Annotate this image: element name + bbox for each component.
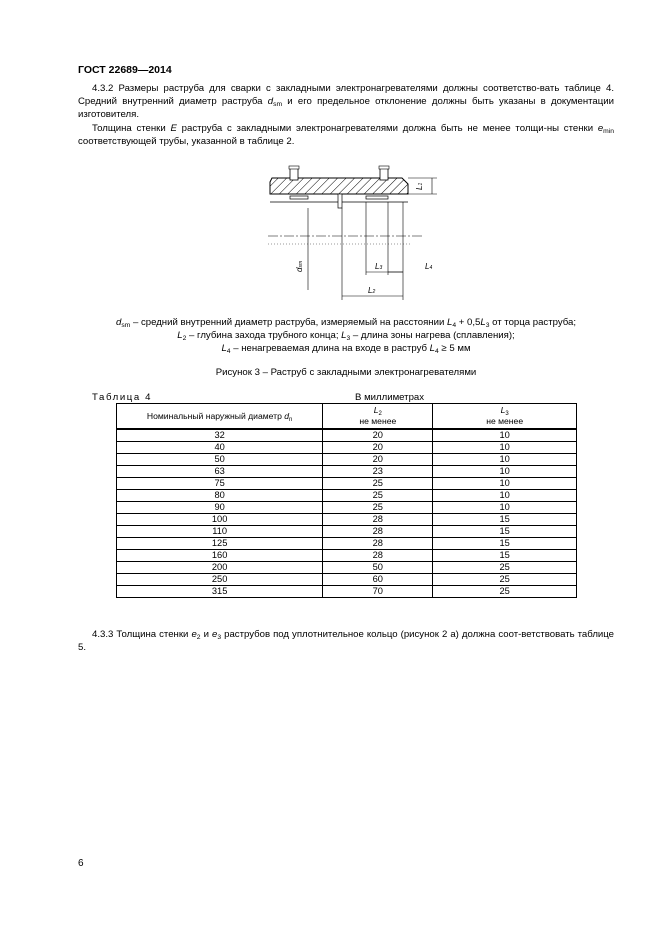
legend-3-text-a: – ненагреваемая длина на входе в раструб <box>230 343 430 354</box>
cell-L2: 28 <box>323 550 433 562</box>
wall-symbol-2: e <box>597 123 604 134</box>
legend-2-L2-sub: 2 <box>182 335 187 342</box>
legend-1-L3: L <box>480 317 486 328</box>
p433-text-mid: и <box>200 629 212 640</box>
cell-diameter: 80 <box>117 490 323 502</box>
paragraph-4-3-2 <box>78 82 614 121</box>
cell-L3: 10 <box>433 442 577 454</box>
table-row <box>117 502 577 514</box>
cell-L2: 25 <box>323 478 433 490</box>
legend-2-L2: L <box>177 330 183 341</box>
table-row <box>117 538 577 550</box>
header-L3: $L_3$ не менее <box>433 404 577 430</box>
cell-L2: 20 <box>323 442 433 454</box>
p433-e3-sub: 3 <box>217 634 222 641</box>
inner-bore <box>268 194 422 244</box>
table-row <box>117 514 577 526</box>
cell-diameter: 63 <box>117 466 323 478</box>
table-row <box>117 526 577 538</box>
label-L1: L1 <box>415 182 424 190</box>
wall-symbol: E <box>170 123 177 134</box>
table-units: В миллиметрах <box>355 392 425 403</box>
cell-diameter: 90 <box>117 502 323 514</box>
cell-L2: 50 <box>323 562 433 574</box>
cell-L2: 25 <box>323 490 433 502</box>
figure-caption: Рисунок 3 – Раструб с закладными электронагревателями <box>215 367 477 378</box>
table-row <box>117 466 577 478</box>
table-row <box>117 490 577 502</box>
legend-1-text-b: + 0,5 <box>456 317 481 328</box>
label-L3: L3 <box>375 262 383 271</box>
cell-diameter: 100 <box>117 514 323 526</box>
legend-3-L4-sub: 4 <box>226 348 231 355</box>
cell-L2: 20 <box>323 429 433 442</box>
table-row <box>117 442 577 454</box>
label-L2: L2 <box>368 286 376 295</box>
cell-L2: 25 <box>323 502 433 514</box>
legend-dsm: d <box>115 317 122 328</box>
cell-diameter: 110 <box>117 526 323 538</box>
cell-L3: 25 <box>433 574 577 586</box>
legend-3-L4b-sub: 4 <box>435 348 439 355</box>
cell-L3: 10 <box>433 466 577 478</box>
figure-legend <box>78 316 614 355</box>
cell-L3: 10 <box>433 454 577 466</box>
p432-symbol-sub: sm <box>273 101 283 108</box>
p433-e2: e <box>191 629 197 640</box>
table-row <box>117 574 577 586</box>
cell-diameter: 125 <box>117 538 323 550</box>
label-L4: L4 <box>425 262 433 271</box>
cell-L3: 15 <box>433 538 577 550</box>
p433-e3: e <box>212 629 218 640</box>
cell-L3: 15 <box>433 526 577 538</box>
header-L2: $L_2$ не менее <box>323 404 433 430</box>
standard-header: ГОСТ 22689—2014 <box>78 64 172 76</box>
table-body <box>117 429 577 598</box>
cell-diameter: 75 <box>117 478 323 490</box>
wall-symbol-2-sub: min <box>603 128 614 135</box>
legend-1-text-a: – средний внутренний диаметр раструба, измеряемый на расстоянии <box>130 317 447 328</box>
cell-L3: 10 <box>433 478 577 490</box>
legend-line-2 <box>78 329 614 342</box>
legend-3-text-b: ≥ 5 мм <box>438 343 471 354</box>
table-row <box>117 550 577 562</box>
page-number: 6 <box>78 858 84 869</box>
p433-text-b: раструбов под уплотнительное кольцо (рисунок 2 а) должна соот-ветствовать таблице 5. <box>78 629 615 653</box>
p432-symbol: d <box>267 96 274 107</box>
wall-text-b: раструба с закладными электронагревателями должна быть не менее толщи-ны стенки <box>176 123 598 134</box>
cell-diameter: 40 <box>117 442 323 454</box>
label-dsm: dsm <box>295 260 304 272</box>
legend-dsm-sub: sm <box>121 322 131 329</box>
p433-text-a: 4.3.3 Толщина стенки <box>92 629 192 640</box>
legend-2-text-b: – длина зоны нагрева (сплавления); <box>350 330 515 341</box>
paragraph-4-3-3 <box>78 628 614 654</box>
table-row <box>117 586 577 598</box>
table-header-row <box>117 404 577 430</box>
legend-line-1 <box>78 316 614 329</box>
legend-2-L3: L <box>341 330 347 341</box>
table-label: Таблица 4 <box>92 392 153 403</box>
wall-text-a: Толщина стенки <box>92 123 171 134</box>
table-row <box>117 429 577 442</box>
cell-L2: 28 <box>323 514 433 526</box>
cell-L3: 15 <box>433 550 577 562</box>
cell-diameter: 315 <box>117 586 323 598</box>
p433-e2-sub: 2 <box>196 634 201 641</box>
legend-1-L4-sub: 4 <box>452 322 457 329</box>
cell-L3: 10 <box>433 502 577 514</box>
legend-line-3 <box>78 342 614 355</box>
cell-L2: 60 <box>323 574 433 586</box>
cell-diameter: 50 <box>117 454 323 466</box>
cell-diameter: 200 <box>117 562 323 574</box>
cell-L3: 15 <box>433 514 577 526</box>
cell-diameter: 32 <box>117 429 323 442</box>
p432-text-b: и его предельное отклонение должны быть указаны в документации изготовителя. <box>78 96 614 120</box>
socket-drawing <box>262 160 442 308</box>
table-row <box>117 562 577 574</box>
dimensions-table <box>116 403 577 598</box>
legend-1-L3-sub: 3 <box>485 322 490 329</box>
cell-diameter: 160 <box>117 550 323 562</box>
paragraph-wall-thickness <box>78 122 614 148</box>
legend-3-L4: L <box>221 343 227 354</box>
table-row <box>117 454 577 466</box>
wall-text-c: соответствующей трубы, указанной в таблице 2. <box>78 136 295 147</box>
table-row <box>117 478 577 490</box>
dimension-labels <box>295 183 432 295</box>
cell-L2: 28 <box>323 526 433 538</box>
cell-L3: 25 <box>433 586 577 598</box>
cell-L3: 10 <box>433 490 577 502</box>
cell-L2: 23 <box>323 466 433 478</box>
legend-2-text-a: – глубина захода трубного конца; <box>186 330 342 341</box>
legend-1-text-c: от торца раструба; <box>489 317 577 328</box>
legend-3-L4b: L <box>429 343 436 354</box>
p432-text-a: 4.3.2 Размеры раструба для сварки с закладными электронагревателями должны соответство-вать таблице 4. Средний внутренний диаметр раструба <box>78 83 614 107</box>
cell-L2: 28 <box>323 538 433 550</box>
cell-L2: 70 <box>323 586 433 598</box>
cell-L2: 20 <box>323 454 433 466</box>
legend-2-L3-sub: 3 <box>346 335 351 342</box>
legend-1-L4: L <box>446 317 453 328</box>
header-nominal-diameter: Номинальный наружный диаметр $d_n$ <box>117 404 323 430</box>
cell-L3: 25 <box>433 562 577 574</box>
cell-diameter: 250 <box>117 574 323 586</box>
cell-L3: 10 <box>433 429 577 442</box>
